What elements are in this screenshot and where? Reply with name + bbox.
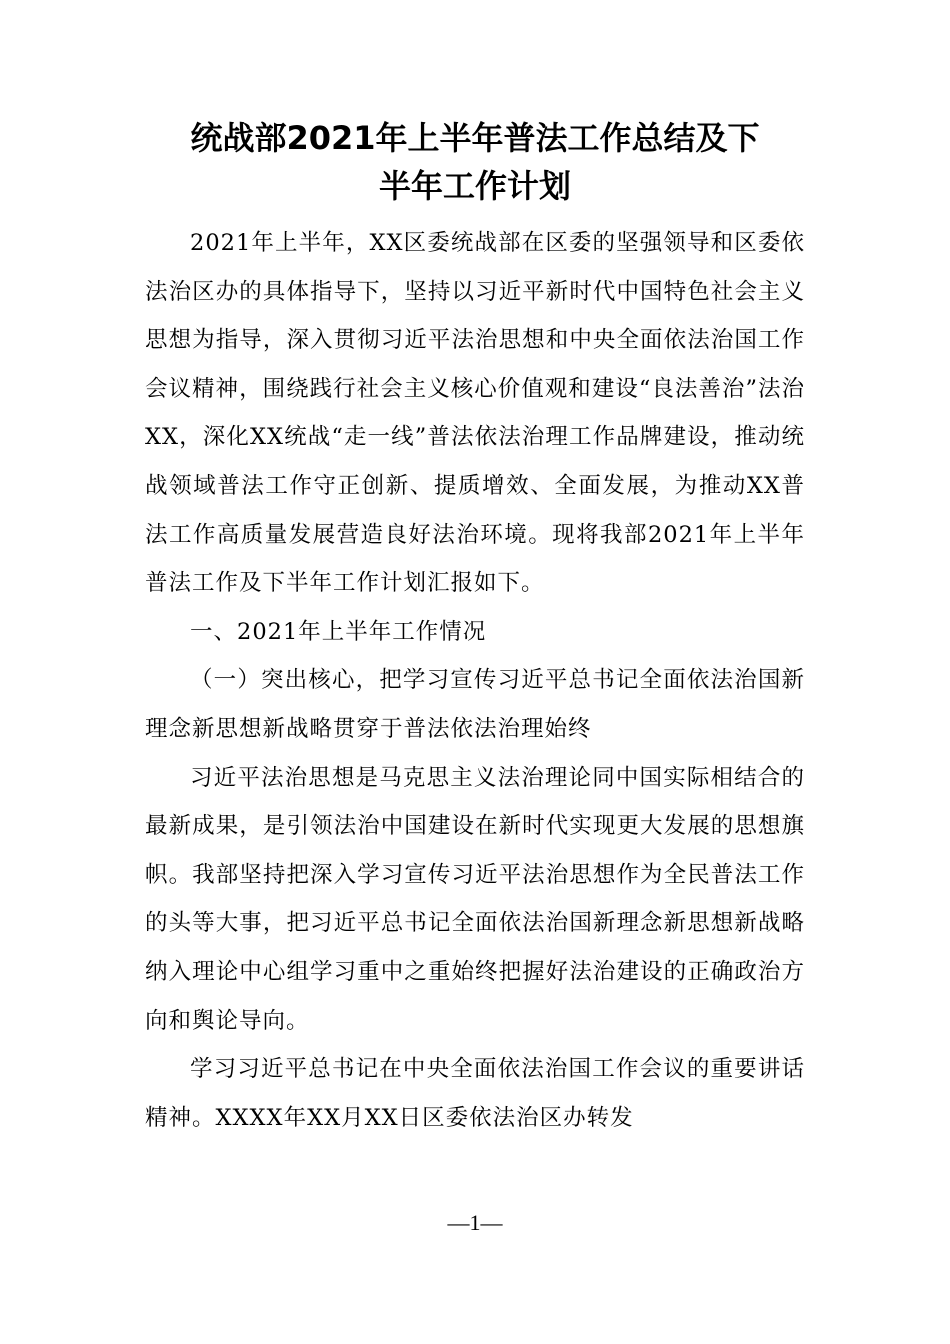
page-number: —1— — [447, 1210, 503, 1235]
title-line-2: 半年工作计划 — [378, 167, 571, 205]
subsection-heading: （一）突出核心，把学习宣传习近平总书记全面依法治国新理念新思想新战略贯穿于普法依法治理始终 — [145, 667, 805, 742]
section-heading: 一、2021年上半年工作情况 — [190, 618, 487, 645]
intro-paragraph: 2021年上半年，XX区委统战部在区委的坚强领导和区委依法治区办的具体指导下，坚持以习近平新时代中国特色社会主义思想为指导，深入贯彻习近平法治思想和中央全面依法治国工作会议精神，围绕践行社会主义核心价值观和建设“良法善治”法治XX，深化XX统战“走一线”普法依法治理工作品牌建设，推动统战领域普法工作守正创新、提质增效、全面发展，为推动XX普法工作高质量发展营造良好法治环境。现将我部2021年上半年普法工作及下半年工作计划汇报如下。 — [145, 230, 805, 597]
title-line-1: 统战部2021年上半年普法工作总结及下 — [190, 119, 760, 157]
document-title — [145, 114, 805, 210]
document-body — [145, 219, 805, 1142]
body-paragraph: 学习习近平总书记在中央全面依法治国工作会议的重要讲话精神。XXXX年XX月XX日区委依法治区办转发 — [145, 1056, 805, 1131]
body-paragraph: 习近平法治思想是马克思主义法治理论同中国实际相结合的最新成果，是引领法治中国建设在新时代实现更大发展的思想旗帜。我部坚持把深入学习宣传习近平法治思想作为全民普法工作的头等大事，把习近平总书记全面依法治国新理念新思想新战略纳入理论中心组学习重中之重始终把握好法治建设的正确政治方向和舆论导向。 — [145, 764, 805, 1034]
